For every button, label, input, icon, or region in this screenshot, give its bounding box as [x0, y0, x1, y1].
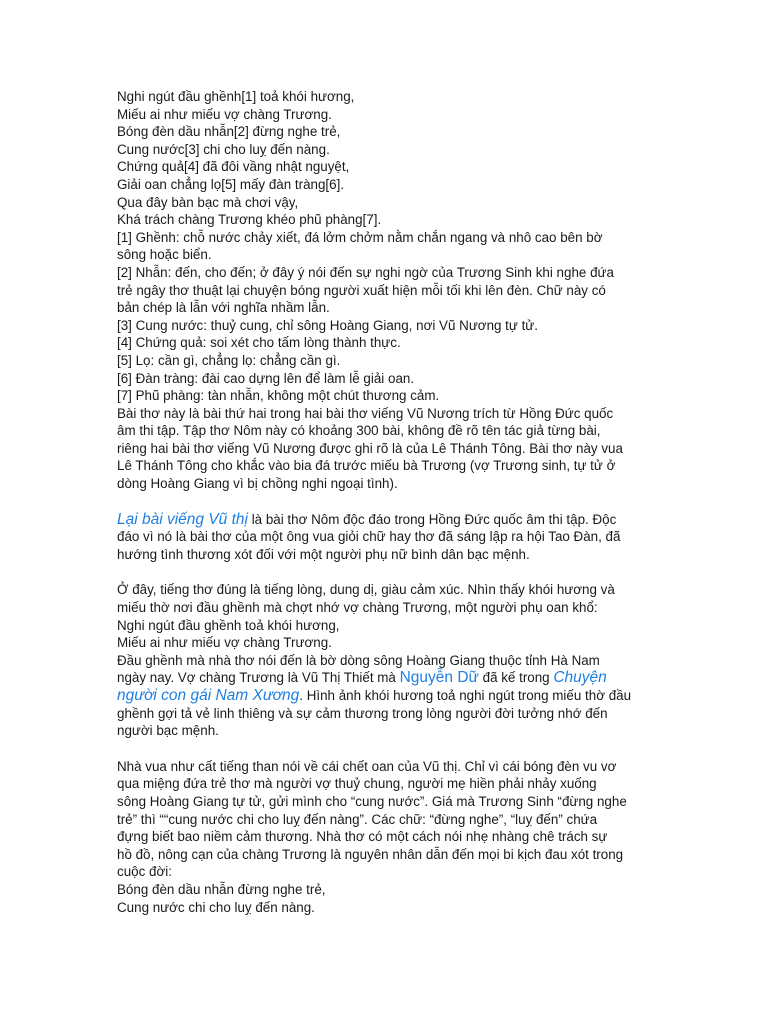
story-title-link[interactable]: người con gái Nam Xương	[117, 687, 300, 704]
paragraph-line: ghềnh gợi tả vẻ linh thiêng và sự cảm thương trong lòng người đời tưởng nhớ đến	[117, 705, 608, 721]
footnote-line: bản chép là lẫn với nghĩa nhầm lẫn.	[117, 300, 330, 316]
poem-line: Bóng đèn dầu nhẫn[2] đừng nghe trẻ,	[117, 124, 341, 140]
paragraph-line: qua miệng đứa trẻ thơ mà người vợ thuỷ chung, người mẹ hiền phải nhảy xuống	[117, 776, 597, 792]
intro-paragraph	[117, 405, 657, 493]
intro-line: riêng hai bài thơ viếng Vũ Nương được ghi rõ là của Lê Thánh Tông. Bài thơ này vua	[117, 440, 623, 456]
paragraph-text: . Hình ảnh khói hương toả nghi ngút trong miếu thờ đầu	[299, 688, 632, 703]
footnote-4: [4] Chứng quả: soi xét cho tấm lòng thành thực.	[117, 335, 401, 351]
intro-line: âm thi tập. Tập thơ Nôm này có khoảng 300 bài, không đề rõ tên tác giả từng bài,	[117, 423, 601, 439]
story-title-link[interactable]: Chuyện	[553, 669, 607, 687]
poem-title-link[interactable]: Lại bài viếng Vũ thị	[117, 510, 248, 528]
paragraph-line: hướng tình thương xót đối với một người phụ nữ bình dân bạc mệnh.	[117, 546, 530, 562]
footnote-line: trẻ ngây thơ thuật lại chuyện bóng người xuất hiện mỗi tối khi lên đèn. Chữ này có	[117, 282, 606, 298]
paragraph-line	[117, 687, 657, 705]
intro-line: Bài thơ này là bài thứ hai trong hai bài thơ viếng Vũ Nương trích từ Hồng Đức quốc	[117, 405, 614, 421]
paragraph-text: ngày nay. Vợ chàng Trương là Vũ Thị Thiết mà	[117, 670, 400, 686]
intro-line: dòng Hoàng Giang vì bị chồng nghi ngoại tình).	[117, 476, 398, 492]
footnote-3: [3] Cung nước: thuỷ cung, chỉ sông Hoàng Giang, nơi Vũ Nương tự tử.	[117, 317, 538, 333]
footnote-1	[117, 229, 657, 264]
footnote-6: [6] Đàn tràng: đài cao dựng lên để làm lễ giải oan.	[117, 370, 415, 386]
quoted-verse: Nghi ngút đầu ghềnh toả khói hương,	[117, 617, 340, 633]
paragraph-line: sông Hoàng Giang tự tử, gửi mình cho “cung nước”. Giá mà Trương Sinh “đừng nghe	[117, 793, 627, 809]
intro-line: Lê Thánh Tông cho khắc vào bia đá trước miếu bà Trương (vợ Trương sinh, tự tử ở	[117, 458, 616, 474]
analysis-paragraph-1	[117, 511, 657, 564]
document-page	[117, 88, 657, 916]
paragraph-line: Đầu ghềnh mà nhà thơ nói đến là bờ dòng sông Hoàng Giang thuộc tỉnh Hà Nam	[117, 652, 600, 668]
paragraph-line: cuộc đời:	[117, 864, 172, 880]
poem-line: Qua đây bàn bạc mà chơi vậy,	[117, 194, 299, 210]
footnote-line: [2] Nhẫn: đến, cho đến; ở đây ý nói đến sự nghi ngờ của Trương Sinh khi nghe đứa	[117, 264, 614, 280]
poem	[117, 88, 657, 229]
paragraph-line: đựng biết bao niềm cảm thương. Nhà thơ có một cách nói nhẹ nhàng chê trách sự	[117, 829, 608, 845]
paragraph-line: trẻ” thì ““cung nước chi cho luỵ đến nàng”. Các chữ: “đừng nghe”, “luỵ đến” chứa	[117, 811, 598, 827]
paragraph-text: là bài thơ Nôm độc đáo trong Hồng Đức quốc âm thi tập. Độc	[247, 511, 617, 527]
poem-line: Miếu ai như miếu vợ chàng Trương.	[117, 106, 332, 122]
poem-line: Khá trách chàng Trương khéo phũ phàng[7].	[117, 212, 382, 228]
footnotes	[117, 229, 657, 405]
paragraph-text: đã kế trong	[478, 670, 554, 686]
quoted-verse: Bóng đèn dầu nhẫn đừng nghe trẻ,	[117, 881, 326, 897]
paragraph-line: hồ đồ, nông cạn của chàng Trương là nguyên nhân dẫn đến mọi bi kịch đau xót trong	[117, 846, 624, 862]
poem-line: Cung nước[3] chi cho luỵ đến nàng.	[117, 141, 330, 157]
poem-line: Giải oan chẳng lọ[5] mấy đàn tràng[6].	[117, 176, 345, 192]
quoted-verse: Cung nước chi cho luỵ đến nàng.	[117, 899, 315, 915]
footnote-7: [7] Phũ phàng: tàn nhẫn, không một chút thương cảm.	[117, 388, 440, 404]
paragraph-line: đáo vì nó là bài thơ của một ông vua giỏi chữ hay thơ đã sáng lập ra hội Tao Đàn, đã	[117, 529, 621, 545]
paragraph-line: Ở đây, tiếng thơ đúng là tiếng lòng, dung dị, giàu cảm xúc. Nhìn thấy khói hương và	[117, 582, 615, 598]
author-link[interactable]: Nguyễn Dữ	[399, 669, 479, 687]
paragraph-line: Nhà vua như cất tiếng than nói về cái chết oan của Vũ thị. Chỉ vì cái bóng đèn vu vơ	[117, 758, 617, 774]
paragraph-line	[117, 669, 657, 687]
analysis-paragraph-2	[117, 581, 657, 739]
analysis-paragraph-3	[117, 758, 657, 916]
paragraph-line: người bạc mệnh.	[117, 723, 219, 739]
paragraph-line: miếu thờ nơi đầu ghềnh mà chợt nhớ vợ chàng Trương, một người phụ oan khổ:	[117, 600, 598, 616]
poem-line: Chứng quả[4] đã đôi vầng nhật nguyệt,	[117, 159, 350, 175]
footnote-2	[117, 264, 657, 317]
poem-line: Nghi ngút đầu ghềnh[1] toả khói hương,	[117, 89, 355, 104]
footnote-line: sông hoặc biển.	[117, 247, 212, 263]
paragraph-line	[117, 511, 657, 529]
footnote-5: [5] Lọ: cần gì, chẳng lọ: chẳng cần gì.	[117, 352, 341, 368]
quoted-verse: Miếu ai như miếu vợ chàng Trương.	[117, 635, 332, 651]
footnote-line: [1] Ghềnh: chỗ nước chảy xiết, đá lởm chởm nằm chắn ngang và nhô cao bên bờ	[117, 229, 603, 245]
